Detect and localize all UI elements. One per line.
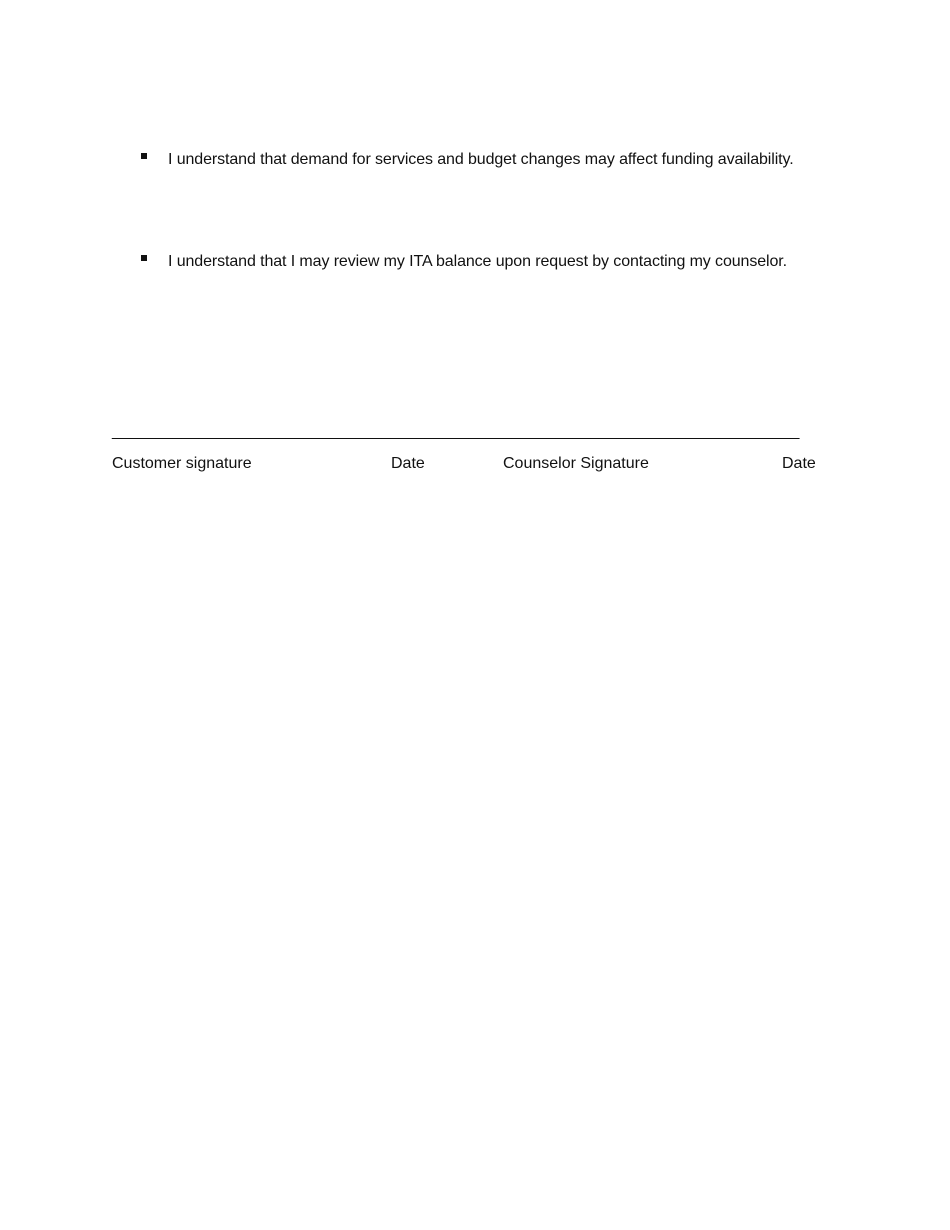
customer-date-label: Date xyxy=(391,455,425,472)
bullet-text: I understand that I may review my ITA balance upon request by contacting my counselor. xyxy=(168,253,787,270)
bullet-text: I understand that demand for services and budget changes may affect funding availability. xyxy=(168,151,794,168)
square-bullet-icon xyxy=(141,255,147,261)
customer-signature-label: Customer signature xyxy=(112,455,252,472)
signature-line: _______________________________________________________________________________ xyxy=(112,423,800,440)
counselor-date-label: Date xyxy=(782,455,816,472)
counselor-signature-label: Counselor Signature xyxy=(503,455,649,472)
square-bullet-icon xyxy=(141,153,147,159)
